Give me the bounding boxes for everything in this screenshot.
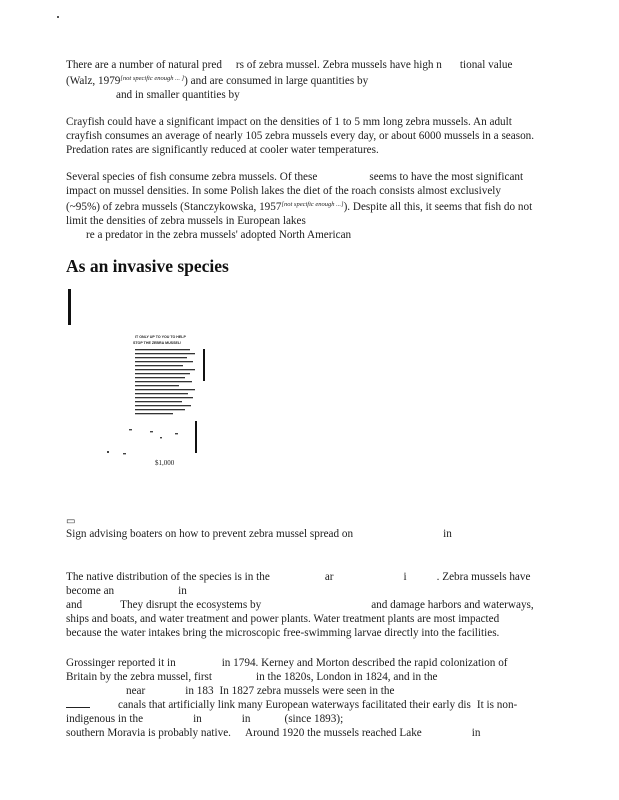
citation-needed[interactable]: [not specific enough ... ] <box>120 75 185 82</box>
scan-speck <box>57 16 59 18</box>
sign-title-line2: STOP THE ZEBRA MUSSEL! <box>133 341 182 345</box>
sign-scatter-marks <box>107 429 178 454</box>
paragraph-predators: There are a number of natural pred rs of zebra mussel. Zebra mussels have high n tional value (Walz, 1979[not specific enough ... ]) and are consumed in large quantities by and in smaller quantities by <box>66 59 513 101</box>
sign-border-right <box>203 349 205 381</box>
paragraph-history: Grossinger reported it in in 1794. Kerney and Morton described the rapid colonization of Britain by the zebra mussel, first in the 1820s, London in 1824, and in the near in 183 In 1827 zebra mussels were seen in the canals that artificially link many European waterways facilitated their early dis It is non-indigenous in the in in (since 1893); southern Moravia is probably native. Around 1920 the mussels reached Lake in <box>66 657 518 739</box>
sign-title-line1: IT ONLY UP TO YOU TO HELP <box>135 335 186 339</box>
sign-border-lower <box>195 421 197 453</box>
paragraph-crayfish: Crayfish could have a significant impact on the densities of 1 to 5 mm long zebra mussels. An adult crayfish consumes an average of nearly 105 zebra mussels every day, or about 6000 mussels in a season. Predation rates are significantly reduced at cooler water temperatures. <box>66 116 535 156</box>
citation-needed-2[interactable]: [not specific enough ...] <box>281 201 344 208</box>
sign-text-block <box>135 349 195 414</box>
image-caption: Sign advising boaters on how to prevent zebra mussel spread on in <box>66 528 452 540</box>
image-edge-bar <box>68 289 71 325</box>
sign-footer-text: $1,000 <box>155 459 175 467</box>
image-icon[interactable]: ▭ <box>66 516 76 527</box>
paragraph-fish: Several species of fish consume zebra mussels. Of these seems to have the most significant impact on mussel densities. In some Polish lakes the diet of the roach consists almost exclusively (~95%) of zebra mussels (Stanczykowska, 1957[not specific enough ...]). Despite all this, it seems that fish do not limit the densities of zebra mussels in European lakes re a predator in the zebra mussels' adopted North American <box>66 171 533 241</box>
zebra-mussel-sign-image[interactable] <box>105 333 215 473</box>
paragraph-native-distribution: The native distribution of the species is in the ar i . Zebra mussels have become an in and They disrupt the ecosystems by and damage harbors and waterways, ships and boats, and water treatment and power plants. Water treatment plants are most impacted because the water intakes bring the microscopic free-swimming larvae directly into the facilities. <box>66 571 534 639</box>
section-heading: As an invasive species <box>66 256 229 276</box>
